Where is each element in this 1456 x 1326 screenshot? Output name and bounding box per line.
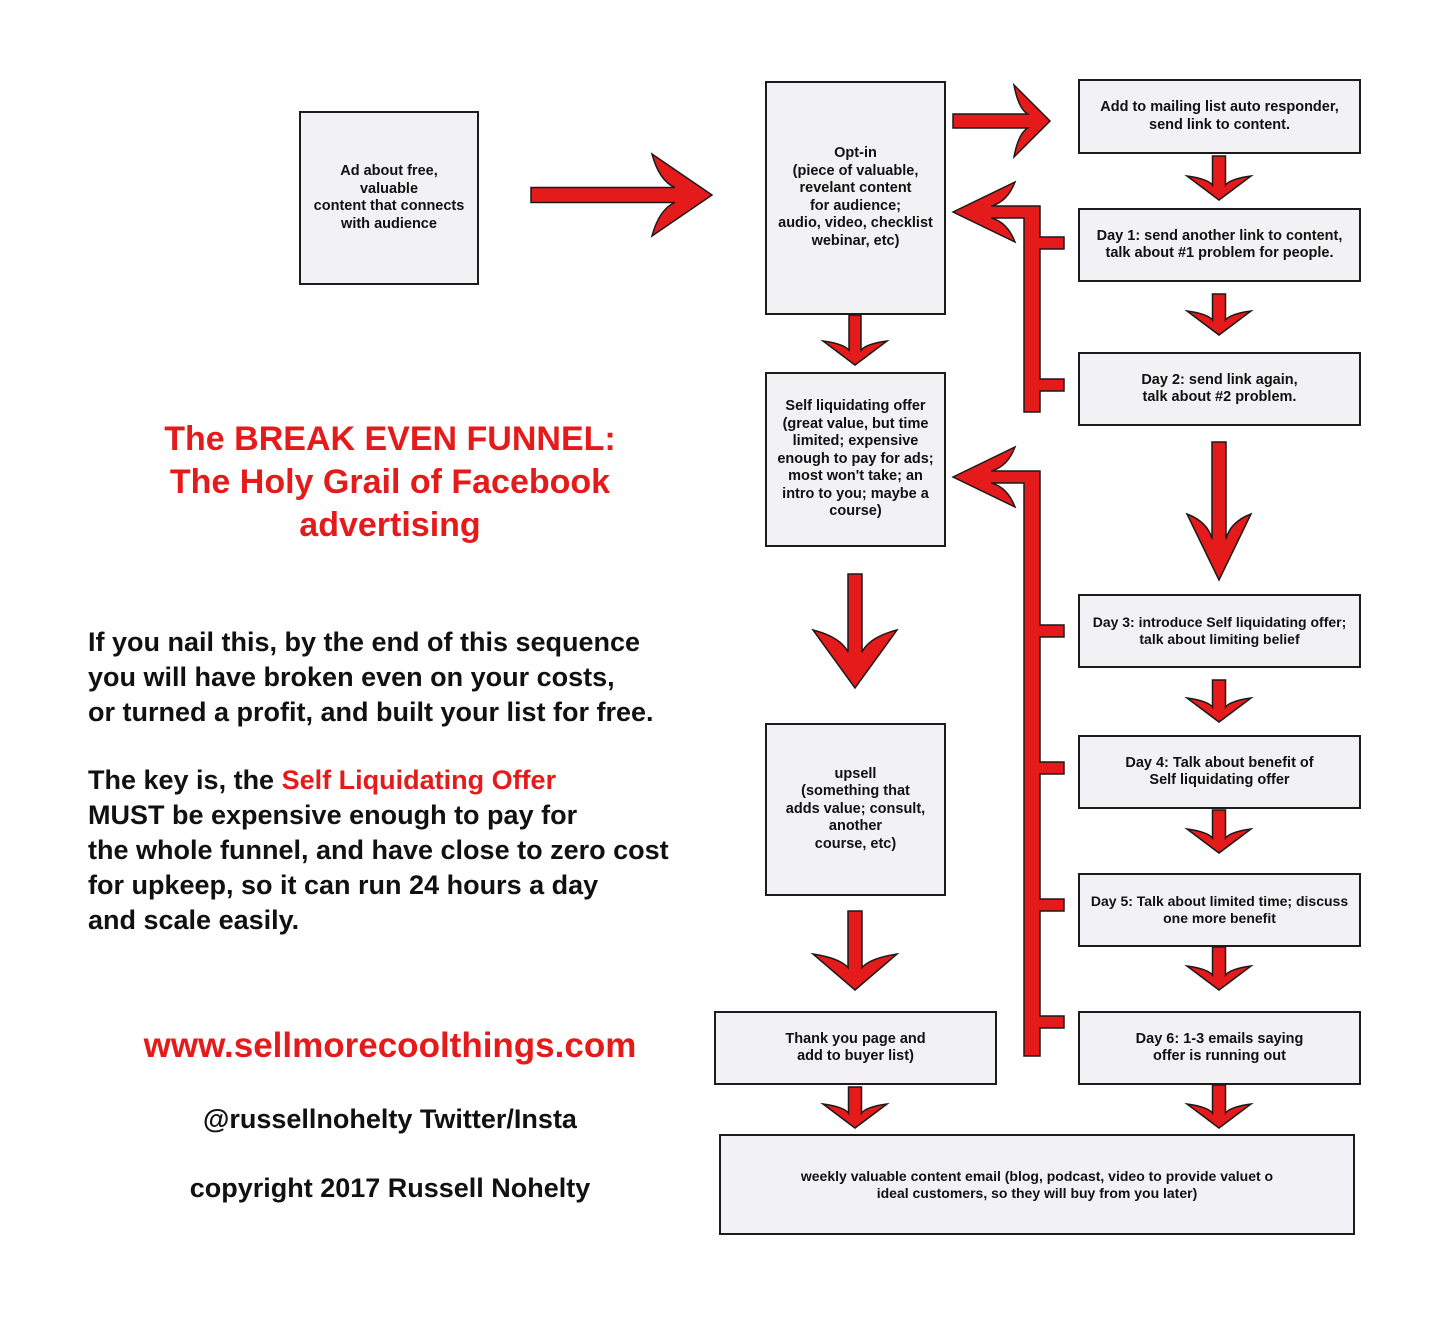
- day6-box-text: Day 6: 1-3 emails saying offer is running out: [1135, 1030, 1304, 1064]
- day6-box: [1078, 1011, 1361, 1085]
- arrow-slo-to-upsell: [813, 574, 897, 688]
- day4-box: [1078, 735, 1361, 809]
- day5-box: [1078, 873, 1361, 947]
- thank-you-box: [714, 1011, 997, 1085]
- paragraph-key-rest: MUST be expensive enough to pay for the whole funnel, and have close to zero cost for upkeep, so it can run 24 hours a day and scale easily.: [88, 800, 669, 935]
- optin-box-text: Opt-in (piece of valuable, revelant content for audience; audio, video, checklist webinar, etc): [778, 145, 933, 249]
- paragraph-key-intro: The key is, the: [88, 765, 282, 795]
- weekly-email-box: [719, 1134, 1355, 1235]
- day2-box: [1078, 352, 1361, 426]
- arrow-day3-to-day4: [1187, 680, 1251, 722]
- self-liquidating-offer-box-text: Self liquidating offer (great value, but time limited; expensive enough to pay for ads; most won't take; an intro to you; maybe a course): [777, 398, 934, 520]
- arrow-day1-to-day2: [1187, 294, 1251, 335]
- day2-box-text: Day 2: send link again, talk about #2 problem.: [1141, 371, 1298, 405]
- social-handle: @russellnohelty Twitter/Insta: [203, 1104, 577, 1134]
- day5-box-text: Day 5: Talk about limited time; discuss one more benefit: [1090, 893, 1349, 926]
- mailing-list-box-text: Add to mailing list auto responder, send link to content.: [1100, 99, 1339, 133]
- arrow-upsell-to-thankyou: [813, 911, 897, 990]
- copyright-notice: copyright 2017 Russell Nohelty: [189, 1173, 591, 1203]
- headline: The BREAK EVEN FUNNEL: The Holy Grail of Facebook advertising: [164, 420, 616, 544]
- arrow-mailing-to-day1: [1187, 156, 1251, 200]
- weekly-email-box-text: weekly valuable content email (blog, podcast, video to provide valuet o ideal customers, so they will buy from you later): [800, 1167, 1274, 1201]
- thank-you-box-text: Thank you page and add to buyer list): [785, 1030, 926, 1064]
- arrow-optin-to-mailing: [953, 85, 1050, 157]
- paragraph-result: If you nail this, by the end of this sequence you will have broken even on your costs, or turned a profit, and built your list for free.: [88, 627, 654, 727]
- ad-box-text: Ad about free, valuable content that connects with audience: [313, 163, 465, 232]
- paragraph-key: [88, 763, 669, 938]
- upsell-box: [765, 723, 946, 896]
- bracket-days-to-slo: [953, 447, 1064, 1056]
- arrow-day6-to-weekly: [1187, 1085, 1251, 1128]
- day3-box: [1078, 594, 1361, 668]
- arrow-day5-to-day6: [1187, 947, 1251, 990]
- upsell-box-text: upsell (something that adds value; consult, another course, etc): [785, 765, 926, 852]
- mailing-list-box: [1078, 79, 1361, 154]
- arrow-day2-to-day3: [1187, 442, 1251, 580]
- day1-box: [1078, 208, 1361, 282]
- day1-box-text: Day 1: send another link to content, talk about #1 problem for people.: [1096, 227, 1343, 261]
- day3-box-text: Day 3: introduce Self liquidating offer; talk about limiting belief: [1092, 614, 1347, 647]
- optin-box: [765, 81, 946, 315]
- self-liquidating-offer-box: [765, 372, 946, 547]
- bracket-days-to-optin: [953, 182, 1064, 412]
- arrow-thankyou-to-weekly: [823, 1087, 887, 1128]
- day4-box-text: Day 4: Talk about benefit of Self liquidating offer: [1125, 754, 1314, 788]
- paragraph-key-highlight: Self Liquidating Offer: [281, 765, 557, 795]
- arrow-ad-to-optin: [531, 154, 712, 236]
- arrow-optin-to-slo: [823, 315, 887, 365]
- arrow-day4-to-day5: [1187, 810, 1251, 853]
- website-link[interactable]: www.sellmorecoolthings.com: [143, 1026, 637, 1065]
- ad-box: [299, 111, 479, 285]
